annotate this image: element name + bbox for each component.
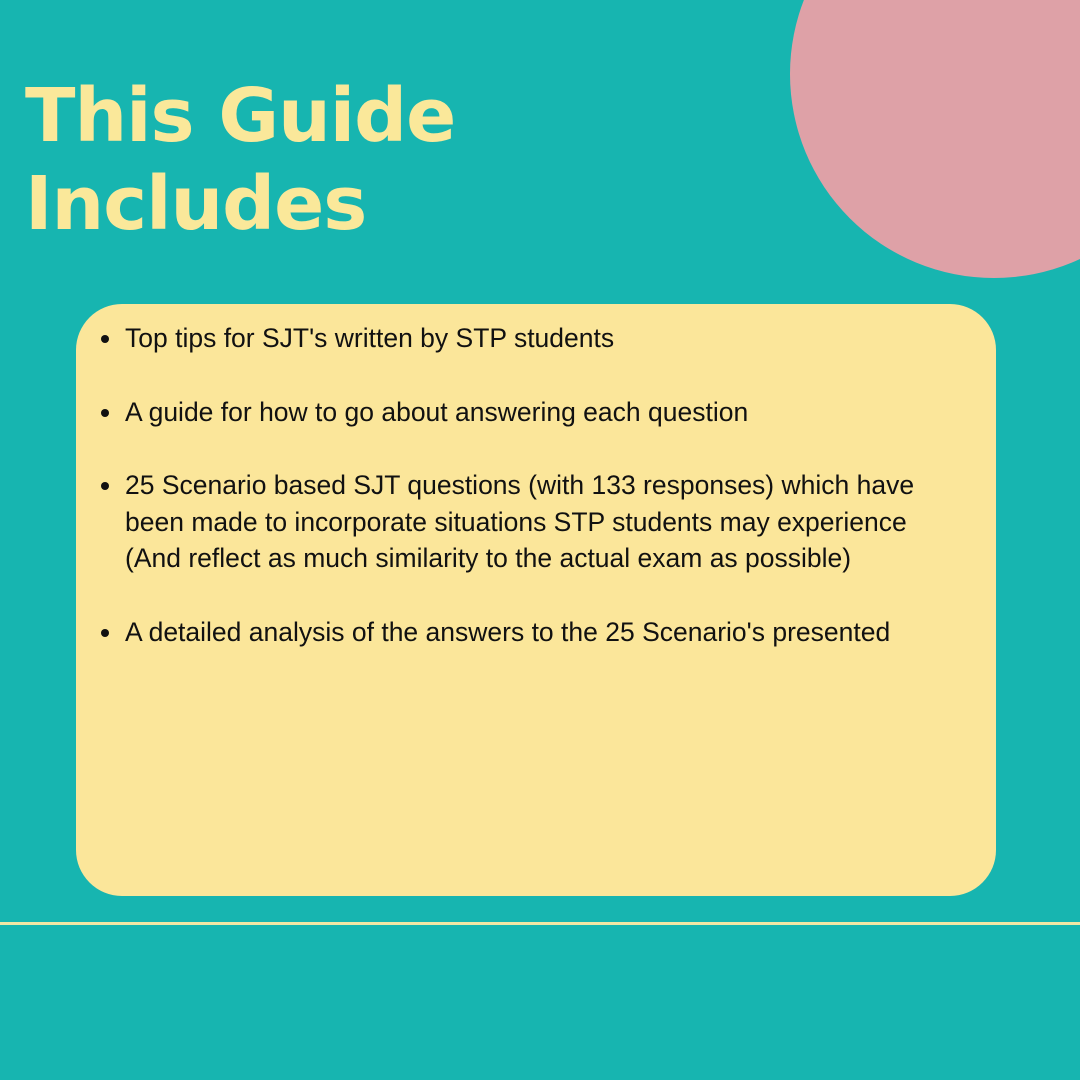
contents-list [101,320,966,650]
list-item-text: Top tips for SJT's written by STP students [125,323,615,353]
list-item-text: A guide for how to go about answering each question [125,396,749,427]
bullet-icon [101,482,109,490]
divider-line [0,922,1080,925]
list-item [101,394,966,431]
decorative-circle [790,0,1080,278]
list-item-text: 25 Scenario based SJT questions (with 133 responses) which have been made to incorporate situations STP students may experience (And reflect as much similarity to the actual exam as possible) [125,470,915,573]
list-item [101,614,966,651]
title-line-2: Includes [25,161,367,247]
list-item [101,467,966,577]
bullet-icon [101,335,109,343]
list-item-text: A detailed analysis of the answers to the 25 Scenario's presented [125,616,891,647]
bullet-icon [101,629,109,637]
list-item [101,320,966,357]
contents-card [76,304,996,896]
bullet-icon [101,409,109,417]
page-title [25,72,455,248]
title-line-1: This Guide [25,73,456,159]
